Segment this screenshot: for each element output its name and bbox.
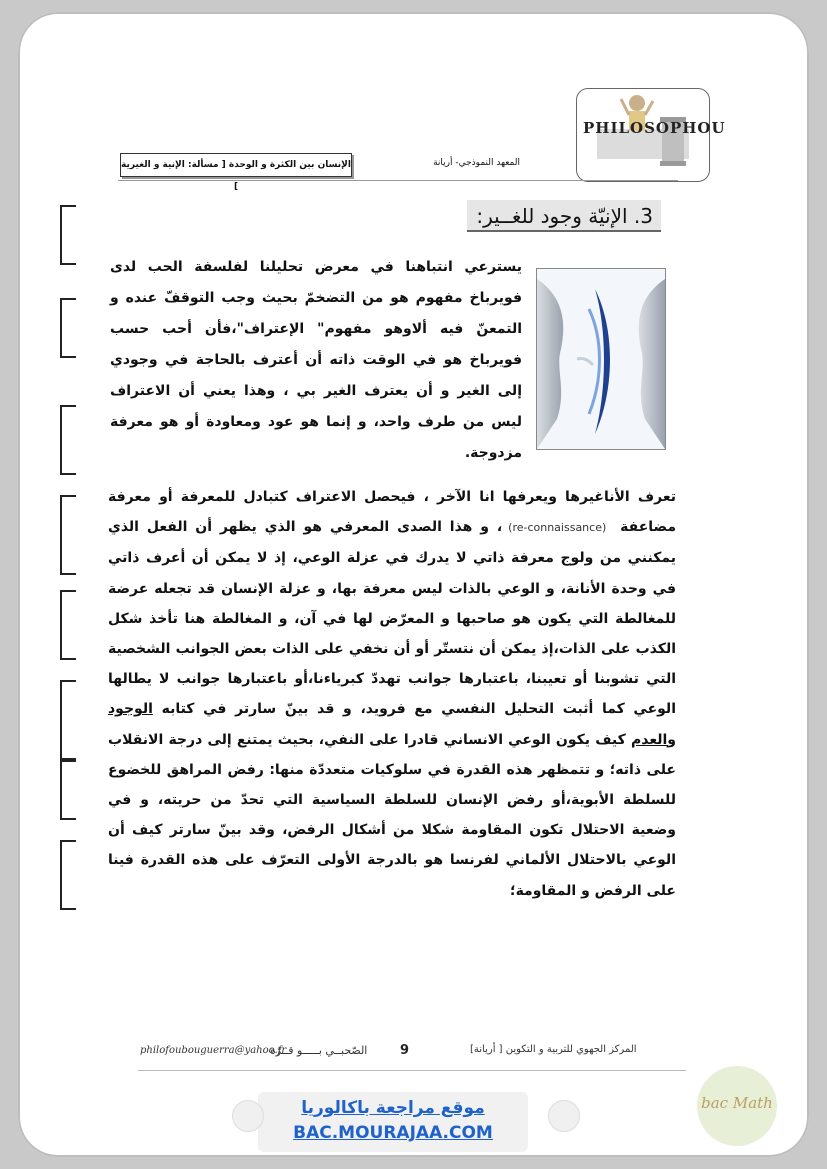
institute-name: المعهد النموذجي- أريانة <box>433 158 520 168</box>
faces-mirror-icon <box>537 269 665 449</box>
site-logo-icon <box>548 1100 580 1132</box>
latin-term: (re-connaissance) <box>508 521 607 535</box>
margin-bracket-decoration <box>60 405 82 475</box>
two-faces-illustration <box>536 268 666 450</box>
philosophou-logo <box>576 88 726 182</box>
site-logo-icon <box>232 1100 264 1132</box>
logo-text: PHILOSOPHOU <box>583 119 726 137</box>
paragraph-recognition-feuerbach: يسترعي انتباهنا في معرض تحليلنا لفلسفة الحب لدى فويرباخ مفهوم هو من التضخمّ بحيث وجب التوقفّ عنده و التمعنّ فيه ألاوهو مفهوم" الإعتراف"،فأن أحب حسب فويرباخ هو في الوقت ذاته أن أعترف بالحاجة في وجودي إلى الغير و أن يعترف الغير بي ، وهذا يعني أن الاعتراف ليس من طرف واحد، و إنما هو عود ومعاودة أو هو معرفة مزدوجة. <box>110 259 522 461</box>
margin-bracket-decoration <box>60 495 82 575</box>
page-number: 9 <box>400 1043 410 1058</box>
paragraph-part: كيف يكون الوعي الانساني قادرا على النفي، بحيث يمتنع إلى درجة الانقلاب على ذاته؛ و تتمظهر هذه القدرة في سلوكيات متعددّة منها: رفض المراهق للخضوع للسلطة الأبوية،أو رفض الإنسان للسلطة السياسية التي تحدّ من حريته، و في وضعية الاحتلال تكون المقاومة شكلا من أشكال الرفض، وقد بينّ سارتر كيف أن الوعي بالاحتلال الألماني لفرنسا هو بالدرجة الأولى التعرّف على هذه القدرة فينا على الرفض و المقاومة؛ <box>108 731 676 899</box>
regional-center: المركز الجهوي للتربية و التكوين [ أريانة] <box>470 1044 637 1055</box>
author-email: philofoubouguerra@yahoo.fr <box>140 1045 287 1056</box>
margin-bracket-decoration <box>60 760 82 820</box>
header-divider <box>118 180 678 181</box>
footer-divider <box>138 1070 686 1071</box>
bac-math-stamp <box>697 1066 777 1146</box>
author-name: الصّحبــي بـــــو قــرّة <box>270 1044 368 1057</box>
site-name-arabic[interactable]: موقع مراجعة باكالوريا <box>301 1098 485 1118</box>
book-title: الوجود والعدم <box>108 701 677 748</box>
site-url-link[interactable]: BAC.MOURAJAA.COM <box>293 1123 493 1143</box>
paragraph-part: ، و هذا الصدى المعرفي هو الذي يظهر أن الفعل الذي يمكنني من ولوج معرفة ذاتي لا يدرك في عزلة الوعي، إذ لا يمكن أن أعرف ذاتي في وحدة الأنانة، و الوعي بالذات ليس معرفة بها، و عزلة الإنسان قد تجعله عرضة للمغالطة التي يكون هو صاحبها و المعرّض لها في آن، و المغالطة هنا تأخذ شكل الكذب على الذات،إذ يمكن أن نتستّر أو أن نخفي على الذات بعض الجوانب الشخصية التي تشوبنا أو تعيبنا، باعتبارها جوانب تهددّ كبرياءنا،أو باعتبارها جوانب لا يطالها الوعي كما أثبت التحليل النفسي مع فرويد، و قد بينّ سارتر في كتابه <box>108 519 676 718</box>
margin-bracket-decoration <box>60 590 82 660</box>
margin-bracket-decoration <box>60 680 82 760</box>
section-title: 3. الإنيّة وجود للغــير: <box>467 200 661 232</box>
paragraph-part: تعرف الأناغيرها ويعرفها انا الآخر ، فيحصل الاعتراف كتبادل للمعرفة أو معرفة مضاعفة <box>108 489 677 536</box>
margin-bracket-decoration <box>60 205 82 265</box>
margin-bracket-decoration <box>60 840 82 910</box>
stamp-text: bac Math <box>701 1094 773 1112</box>
paragraph-recognition-sartre <box>108 482 676 906</box>
lesson-header-box: الإنسان بين الكثرة و الوحدة [ مسألة: الإنية و الغيرية ] <box>120 153 352 177</box>
margin-bracket-decoration <box>60 298 82 358</box>
